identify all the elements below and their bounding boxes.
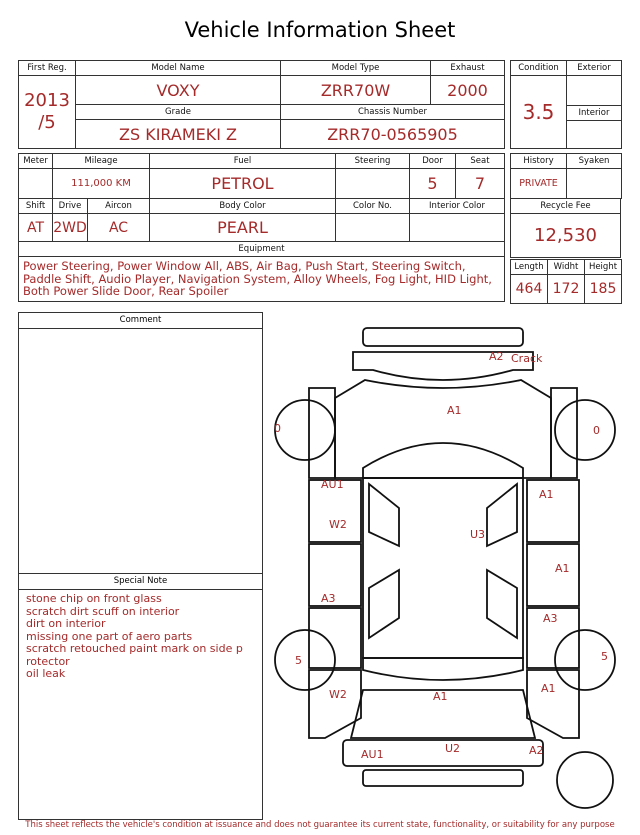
rear-panel-shape [353, 352, 533, 380]
aircon-label: Aircon [88, 199, 150, 214]
fuel-value: PETROL [150, 169, 336, 199]
history-table [510, 153, 622, 199]
spare-wheel [557, 752, 613, 808]
left-front-window [369, 570, 399, 638]
shift-label: Shift [19, 199, 53, 214]
syaken-label: Syaken [567, 154, 622, 169]
condition-table [510, 60, 622, 149]
comment-header: Comment [19, 313, 262, 329]
shift-value: AT [19, 214, 53, 242]
model-info-table [18, 60, 505, 149]
equipment-value: Power Steering, Power Window All, ABS, Air Bag, Push Start, Steering Switch, Paddle Shift, Audio Player, Navigation System, Alloy Wheels, Fog Light, HID Light, Both Power Slide Door, Rear Spoiler [19, 257, 505, 302]
comment-panel [18, 312, 263, 820]
mark-rear-left-door: W2 [329, 518, 347, 531]
mark-crack: Crack [511, 352, 543, 365]
mileage-label: Mileage [53, 154, 150, 169]
special-note-item: rotector [26, 654, 70, 668]
fuel-label: Fuel [150, 154, 336, 169]
first-reg-year: 2013 [24, 90, 70, 111]
mark-front-bumper-left: AU1 [361, 748, 384, 761]
color-no-value [336, 214, 410, 242]
aircon-value: AC [88, 214, 150, 242]
special-note-item: scratch dirt scuff on interior [26, 604, 180, 618]
length-label: Length [511, 260, 548, 275]
model-type-value: ZRR70W [281, 76, 431, 105]
meter-label: Meter [19, 154, 53, 169]
syaken-value [567, 169, 622, 199]
door-value: 5 [410, 169, 456, 199]
mark-hood: A1 [433, 690, 448, 703]
rear-body-shape [335, 380, 551, 478]
car-damage-diagram [265, 318, 635, 818]
page-title: Vehicle Information Sheet [184, 18, 456, 42]
model-type-label: Model Type [281, 61, 431, 76]
special-note-item: missing one part of aero parts [26, 629, 193, 643]
height-value: 185 [585, 275, 622, 304]
condition-label: Condition [511, 61, 567, 76]
drive-value: 2WD [53, 214, 88, 242]
exterior-value [567, 76, 622, 106]
length-value: 464 [511, 275, 548, 304]
mark-front-bumper-center: U2 [445, 742, 461, 755]
wheel-rear-left [275, 400, 335, 460]
seat-label: Seat [456, 154, 505, 169]
mark-right-rear-door: A1 [555, 562, 570, 575]
rear-bumper-shape [363, 328, 523, 346]
grade-value: ZS KIRAMEKI Z [76, 120, 281, 149]
windshield-shape [363, 658, 523, 680]
seat-value: 7 [456, 169, 505, 199]
mileage-value: 111,000 KM [53, 169, 150, 199]
first-reg-label: First Reg. [19, 61, 76, 76]
condition-value: 3.5 [511, 76, 567, 149]
exhaust-label: Exhaust [431, 61, 505, 76]
roof-shape [363, 478, 523, 658]
recycle-fee-label: Recycle Fee [511, 199, 621, 214]
first-reg-month: /5 [38, 112, 56, 133]
wheel-front-left [275, 630, 335, 690]
width-value: 172 [548, 275, 585, 304]
meter-value [19, 169, 53, 199]
equipment-label: Equipment [19, 242, 505, 257]
interior-label: Interior [567, 106, 622, 121]
chassis-value: ZRR70-0565905 [281, 120, 505, 149]
mark-right-front-door: A3 [543, 612, 558, 625]
comment-body [19, 329, 262, 573]
mark-left-front-fender: W2 [329, 688, 347, 701]
mark-roof: A1 [447, 404, 462, 417]
recycle-table [510, 198, 621, 258]
mark-right-rear-quarter: A1 [539, 488, 554, 501]
front-grille-shape [363, 770, 523, 786]
color-no-label: Color No. [336, 199, 410, 214]
mark-rear-left-quarter: AU1 [321, 478, 344, 491]
rear-window-shape [363, 443, 523, 478]
history-label: History [511, 154, 567, 169]
right-front-fender [527, 670, 579, 738]
interior-color-label: Interior Color [410, 199, 505, 214]
steering-label: Steering [336, 154, 410, 169]
model-name-value: VOXY [76, 76, 281, 105]
door-label: Door [410, 154, 456, 169]
steering-value [336, 169, 410, 199]
mark-interior: U3 [470, 528, 486, 541]
recycle-fee-value: 12,530 [511, 214, 621, 258]
mark-front-left-door: A3 [321, 592, 336, 605]
grade-label: Grade [76, 105, 281, 120]
history-value: PRIVATE [511, 169, 567, 199]
model-name-label: Model Name [76, 61, 281, 76]
special-note-list [19, 590, 262, 684]
exterior-label: Exterior [567, 61, 622, 76]
exhaust-value: 2000 [431, 76, 505, 105]
right-rear-door [527, 544, 579, 606]
special-note-item: stone chip on front glass [26, 592, 162, 605]
mark-front-bumper-right: A2 [529, 744, 544, 757]
first-reg-value [19, 76, 76, 149]
left-rear-window [369, 484, 399, 546]
disclaimer-footer: This sheet reflects the vehicle's condition at issuance and does not guarantee its current state, functionality, or suitability for any purpose [25, 820, 615, 830]
special-note-item: dirt on interior [26, 617, 106, 630]
width-label: Widht [548, 260, 585, 275]
wheel-rear-right [555, 400, 615, 460]
mark-wheel-rear-left: 0 [274, 422, 281, 435]
mark-wheel-rear-right: 0 [593, 424, 600, 437]
mark-wheel-front-left: 5 [295, 654, 302, 667]
dimensions-table [510, 259, 622, 304]
body-color-label: Body Color [150, 199, 336, 214]
chassis-label: Chassis Number [281, 105, 505, 120]
mark-right-front-fender: A1 [541, 682, 556, 695]
body-color-value: PEARL [150, 214, 336, 242]
mark-wheel-front-right: 5 [601, 650, 608, 663]
height-label: Height [585, 260, 622, 275]
special-note-item: scratch retouched paint mark on side p [26, 642, 243, 655]
special-note-item: oil leak [26, 667, 66, 680]
mark-rear-bumper: A2 [489, 350, 504, 363]
right-front-window [487, 570, 517, 638]
specs-table [18, 153, 505, 302]
right-rear-window [487, 484, 517, 546]
special-note-header: Special Note [19, 573, 262, 590]
interior-value [567, 121, 622, 149]
drive-label: Drive [53, 199, 88, 214]
interior-color-value [410, 214, 505, 242]
